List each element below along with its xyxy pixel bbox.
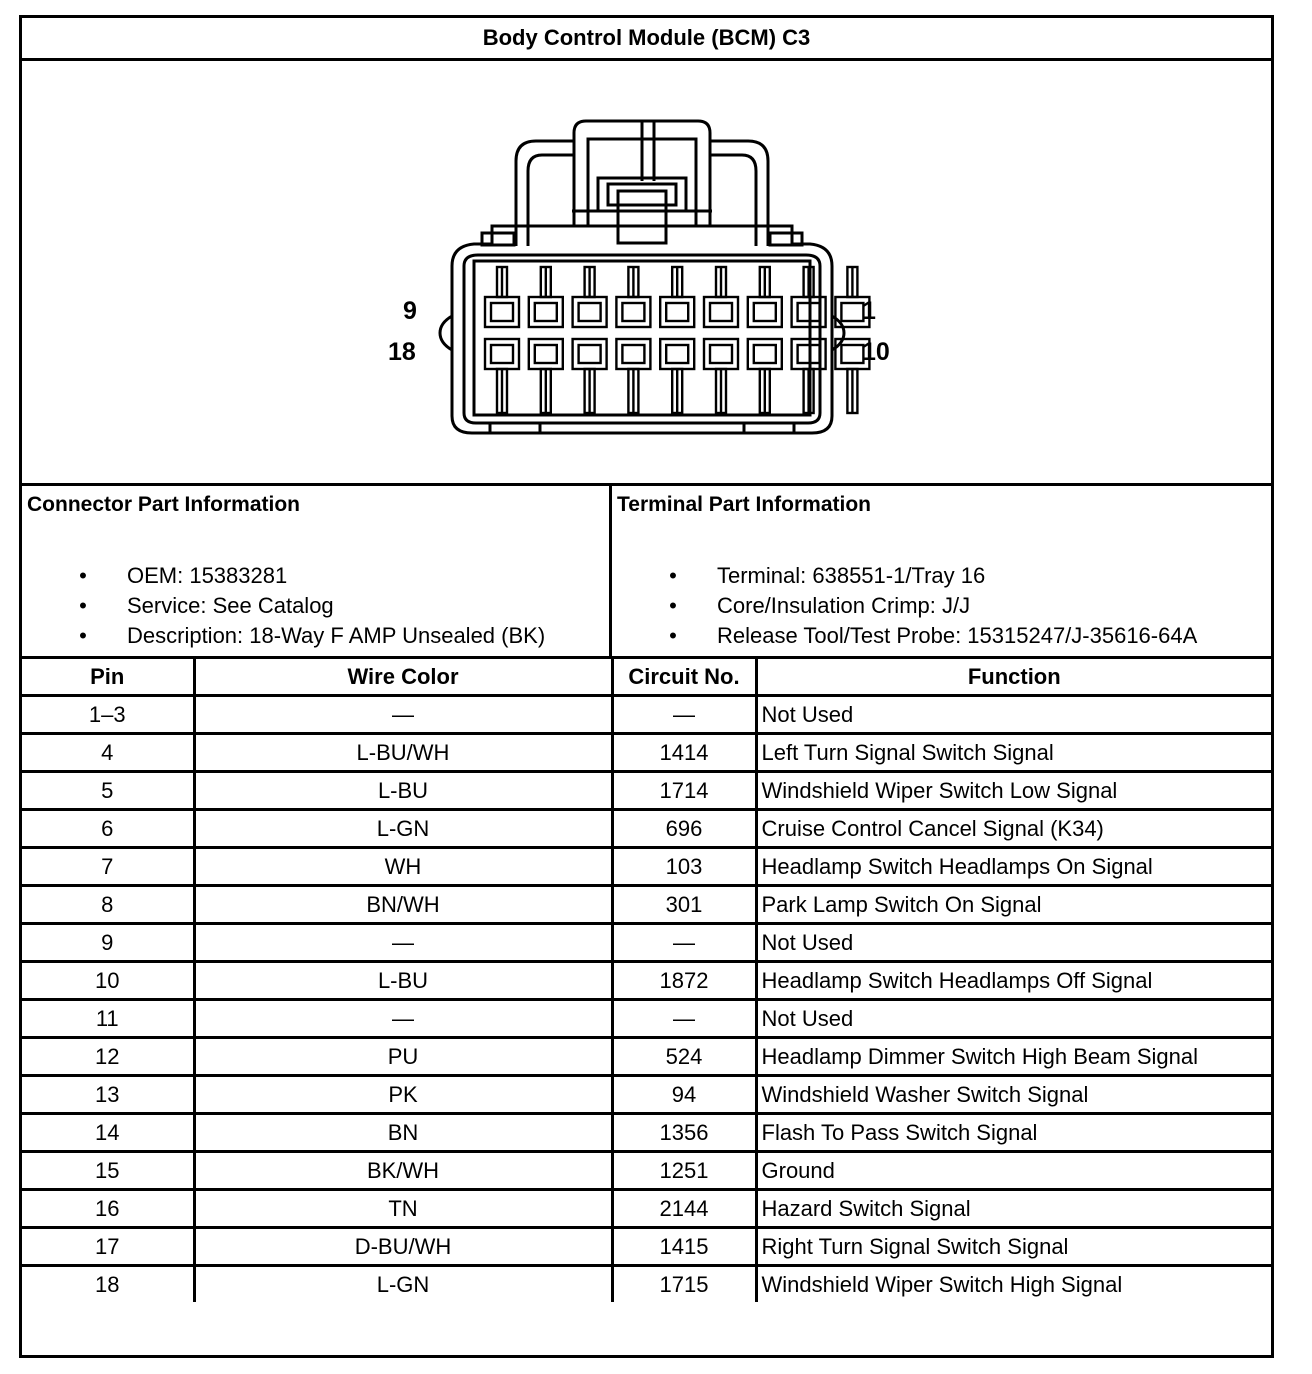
cavity-inner-icon bbox=[491, 303, 513, 321]
table-row bbox=[22, 734, 1271, 772]
cavity-inner-icon bbox=[841, 303, 863, 321]
pin-label-18: 18 bbox=[388, 338, 416, 366]
cell-pin: 14 bbox=[22, 1114, 194, 1152]
cell-function: Park Lamp Switch On Signal bbox=[756, 886, 1271, 924]
cell-circuit: 1715 bbox=[612, 1266, 756, 1303]
cell-wire-color: L-GN bbox=[194, 1266, 612, 1303]
cell-function: Windshield Washer Switch Signal bbox=[756, 1076, 1271, 1114]
connector-description: Description: 18-Way F AMP Unsealed (BK) bbox=[127, 623, 546, 648]
bullet-icon: • bbox=[79, 563, 87, 588]
connector-diagram bbox=[22, 61, 1271, 486]
cell-circuit: 1714 bbox=[612, 772, 756, 810]
cell-wire-color: — bbox=[194, 696, 612, 734]
table-row bbox=[22, 962, 1271, 1000]
connector-info-heading: Connector Part Information bbox=[27, 493, 301, 516]
list-item bbox=[612, 591, 1197, 621]
cell-circuit: — bbox=[612, 924, 756, 962]
cell-circuit: 1251 bbox=[612, 1152, 756, 1190]
cell-pin: 8 bbox=[22, 886, 194, 924]
cell-wire-color: BN/WH bbox=[194, 886, 612, 924]
cavity-inner-icon bbox=[754, 303, 776, 321]
cell-pin: 10 bbox=[22, 962, 194, 1000]
pin-table bbox=[22, 656, 1271, 1302]
cell-circuit: 1356 bbox=[612, 1114, 756, 1152]
cell-circuit: 696 bbox=[612, 810, 756, 848]
cell-wire-color: D-BU/WH bbox=[194, 1228, 612, 1266]
list-item bbox=[612, 621, 1197, 651]
cell-wire-color: L-BU bbox=[194, 962, 612, 1000]
list-item bbox=[22, 621, 545, 651]
cell-circuit: 1872 bbox=[612, 962, 756, 1000]
cell-circuit: 524 bbox=[612, 1038, 756, 1076]
bullet-icon: • bbox=[669, 623, 677, 648]
cell-pin: 12 bbox=[22, 1038, 194, 1076]
terminal-part-info bbox=[612, 486, 1271, 656]
cavity-inner-icon bbox=[535, 345, 557, 363]
cell-function: Flash To Pass Switch Signal bbox=[756, 1114, 1271, 1152]
cell-pin: 9 bbox=[22, 924, 194, 962]
table-header-row bbox=[22, 658, 1271, 696]
cell-wire-color: TN bbox=[194, 1190, 612, 1228]
header-circuit: Circuit No. bbox=[612, 658, 756, 696]
table-row bbox=[22, 696, 1271, 734]
cell-pin: 17 bbox=[22, 1228, 194, 1266]
cell-function: Ground bbox=[756, 1152, 1271, 1190]
header-pin: Pin bbox=[22, 658, 194, 696]
table-row bbox=[22, 886, 1271, 924]
bullet-icon: • bbox=[79, 593, 87, 618]
cell-function: Right Turn Signal Switch Signal bbox=[756, 1228, 1271, 1266]
cell-function: Not Used bbox=[756, 924, 1271, 962]
cavity-inner-icon bbox=[579, 345, 601, 363]
bullet-icon: • bbox=[669, 563, 677, 588]
table-row bbox=[22, 772, 1271, 810]
terminal-info-heading: Terminal Part Information bbox=[617, 493, 871, 516]
cavity-inner-icon bbox=[754, 345, 776, 363]
pin-label-10: 10 bbox=[862, 338, 890, 366]
table-row bbox=[22, 1114, 1271, 1152]
terminal-crimp: Core/Insulation Crimp: J/J bbox=[717, 593, 971, 618]
cell-wire-color: L-GN bbox=[194, 810, 612, 848]
cell-pin: 4 bbox=[22, 734, 194, 772]
cell-wire-color: L-BU bbox=[194, 772, 612, 810]
connector-service: Service: See Catalog bbox=[127, 593, 334, 618]
list-item bbox=[22, 591, 545, 621]
table-row bbox=[22, 848, 1271, 886]
bullet-icon: • bbox=[79, 623, 87, 648]
cell-circuit: — bbox=[612, 1000, 756, 1038]
cavity-inner-icon bbox=[491, 345, 513, 363]
list-item bbox=[22, 561, 545, 591]
cell-circuit: — bbox=[612, 696, 756, 734]
header-function: Function bbox=[756, 658, 1271, 696]
table-row bbox=[22, 1152, 1271, 1190]
table-row bbox=[22, 1228, 1271, 1266]
cavity-inner-icon bbox=[622, 345, 644, 363]
cavity-inner-icon bbox=[666, 303, 688, 321]
table-row bbox=[22, 810, 1271, 848]
pin-label-9: 9 bbox=[403, 297, 417, 325]
cell-function: Not Used bbox=[756, 696, 1271, 734]
cell-wire-color: L-BU/WH bbox=[194, 734, 612, 772]
cell-function: Headlamp Dimmer Switch High Beam Signal bbox=[756, 1038, 1271, 1076]
cell-circuit: 2144 bbox=[612, 1190, 756, 1228]
cell-function: Hazard Switch Signal bbox=[756, 1190, 1271, 1228]
cell-wire-color: PK bbox=[194, 1076, 612, 1114]
bullet-icon: • bbox=[669, 593, 677, 618]
page-title: Body Control Module (BCM) C3 bbox=[22, 18, 1271, 61]
cell-pin: 7 bbox=[22, 848, 194, 886]
header-wire-color: Wire Color bbox=[194, 658, 612, 696]
cell-wire-color: BK/WH bbox=[194, 1152, 612, 1190]
cell-pin: 11 bbox=[22, 1000, 194, 1038]
table-row bbox=[22, 1266, 1271, 1303]
connector-oem: OEM: 15383281 bbox=[127, 563, 288, 588]
cell-circuit: 103 bbox=[612, 848, 756, 886]
cell-wire-color: — bbox=[194, 1000, 612, 1038]
list-item bbox=[612, 561, 1197, 591]
connector-info-list bbox=[22, 561, 545, 651]
cell-wire-color: WH bbox=[194, 848, 612, 886]
cell-pin: 5 bbox=[22, 772, 194, 810]
connector-part-info bbox=[22, 486, 612, 656]
cell-circuit: 1415 bbox=[612, 1228, 756, 1266]
cavity-inner-icon bbox=[841, 345, 863, 363]
table-row bbox=[22, 924, 1271, 962]
cell-pin: 16 bbox=[22, 1190, 194, 1228]
cell-pin: 13 bbox=[22, 1076, 194, 1114]
cell-wire-color: BN bbox=[194, 1114, 612, 1152]
cell-pin: 6 bbox=[22, 810, 194, 848]
cell-function: Windshield Wiper Switch High Signal bbox=[756, 1266, 1271, 1303]
cell-circuit: 301 bbox=[612, 886, 756, 924]
table-row bbox=[22, 1038, 1271, 1076]
cell-circuit: 94 bbox=[612, 1076, 756, 1114]
table-row bbox=[22, 1000, 1271, 1038]
cell-function: Windshield Wiper Switch Low Signal bbox=[756, 772, 1271, 810]
cavity-inner-icon bbox=[579, 303, 601, 321]
cell-pin: 18 bbox=[22, 1266, 194, 1303]
cavity-inner-icon bbox=[710, 303, 732, 321]
cavity-inner-icon bbox=[666, 345, 688, 363]
cavity-inner-icon bbox=[710, 345, 732, 363]
cell-circuit: 1414 bbox=[612, 734, 756, 772]
cavity-inner-icon bbox=[622, 303, 644, 321]
terminal-release-tool: Release Tool/Test Probe: 15315247/J-35616-64A bbox=[717, 623, 1198, 648]
cell-wire-color: — bbox=[194, 924, 612, 962]
connector-face-icon bbox=[22, 61, 1271, 483]
connector-sheet bbox=[19, 15, 1274, 1358]
pin-label-1: 1 bbox=[862, 297, 876, 325]
cell-function: Headlamp Switch Headlamps On Signal bbox=[756, 848, 1271, 886]
table-row bbox=[22, 1190, 1271, 1228]
cavity-inner-icon bbox=[535, 303, 557, 321]
terminal-info-list bbox=[612, 561, 1197, 651]
cell-function: Cruise Control Cancel Signal (K34) bbox=[756, 810, 1271, 848]
cell-pin: 15 bbox=[22, 1152, 194, 1190]
cell-pin: 1–3 bbox=[22, 696, 194, 734]
terminal-number: Terminal: 638551-1/Tray 16 bbox=[717, 563, 986, 588]
cell-function: Not Used bbox=[756, 1000, 1271, 1038]
table-row bbox=[22, 1076, 1271, 1114]
cell-wire-color: PU bbox=[194, 1038, 612, 1076]
cell-function: Left Turn Signal Switch Signal bbox=[756, 734, 1271, 772]
cell-function: Headlamp Switch Headlamps Off Signal bbox=[756, 962, 1271, 1000]
